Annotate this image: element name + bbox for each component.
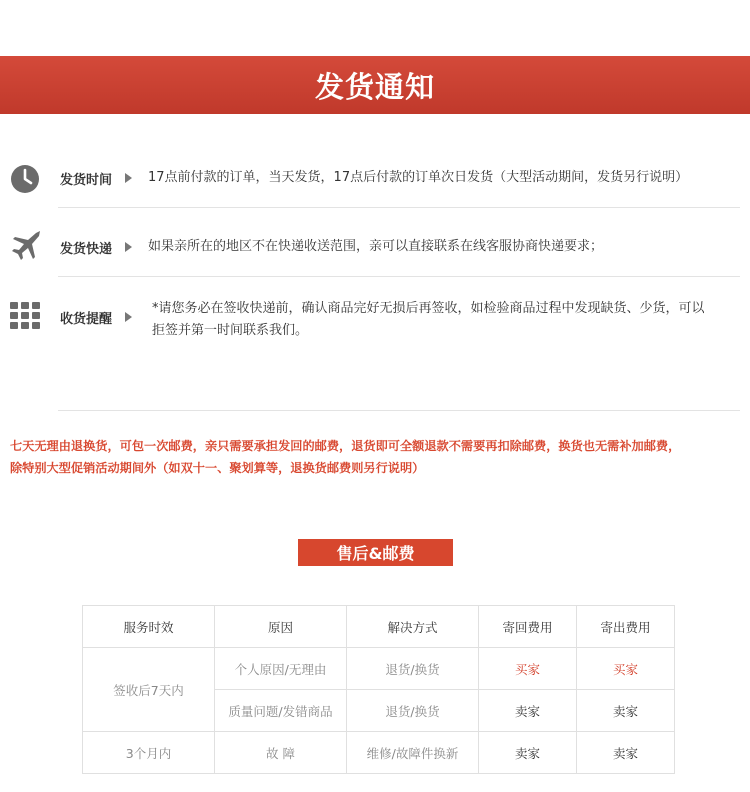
arrow-right-icon [125,312,132,322]
airplane-icon [10,229,42,265]
notice-line1: 七天无理由退换货，可包一次邮费，亲只需要承担发回的邮费，退货即可全额退款不需要再扣除邮费，换货也无需补加邮费， [10,439,681,453]
reason-cell: 个人原因/无理由 [215,648,347,690]
header-cell-solution: 解决方式 [347,606,479,648]
return-policy-notice [10,435,742,479]
receiving-reminder-label: 收货提醒 [60,312,113,327]
notice-line2: 除特别大型促销活动期间外（如双十一、聚划算等，退换货邮费则另行说明） [10,461,425,475]
period-cell: 签收后7天内 [83,648,215,732]
reason-cell: 故 障 [215,732,347,774]
courier-label: 发货快递 [60,242,113,257]
grid-icon [10,302,40,334]
send-fee-cell: 卖家 [577,690,675,732]
solution-cell: 退货/换货 [347,648,479,690]
clock-icon [10,164,40,198]
table-row [83,732,675,774]
arrow-right-icon [125,173,132,183]
courier-row [0,227,750,267]
section-title: 售后&邮费 [298,539,453,566]
shipping-time-text: 17点前付款的订单，当天发货，17点后付款的订单次日发货（大型活动期间，发货另行说明） [148,170,689,185]
send-fee-cell: 卖家 [577,732,675,774]
courier-text: 如果亲所在的地区不在快递收送范围，亲可以直接联系在线客服协商快递要求； [148,239,604,254]
receiving-reminder-text-line1: *请您务必在签收快递前，确认商品完好无损后再签收，如检验商品过程中发现缺货、少货，可以 [152,301,705,316]
send-fee-cell: 买家 [577,648,675,690]
header-cell-return-fee: 寄回费用 [479,606,577,648]
header-cell-reason: 原因 [215,606,347,648]
shipping-time-row [0,160,750,200]
divider [58,410,740,411]
divider [58,207,740,208]
solution-cell: 退货/换货 [347,690,479,732]
after-sales-table [82,605,675,774]
header-cell-send-fee: 寄出费用 [577,606,675,648]
reason-cell: 质量问题/发错商品 [215,690,347,732]
page-title: 发货通知 [314,69,435,104]
solution-cell: 维修/故障件换新 [347,732,479,774]
shipping-time-label: 发货时间 [60,173,113,188]
receiving-reminder-text-line2: 拒签并第一时间联系我们。 [152,323,309,338]
return-fee-cell: 卖家 [479,690,577,732]
table-header-row [83,606,675,648]
receiving-reminder-row [0,296,750,356]
return-fee-cell: 买家 [479,648,577,690]
table-row [83,648,675,690]
return-fee-cell: 卖家 [479,732,577,774]
header-cell-period: 服务时效 [83,606,215,648]
divider [58,276,740,277]
header-banner [0,56,750,114]
arrow-right-icon [125,242,132,252]
period-cell: 3个月内 [83,732,215,774]
